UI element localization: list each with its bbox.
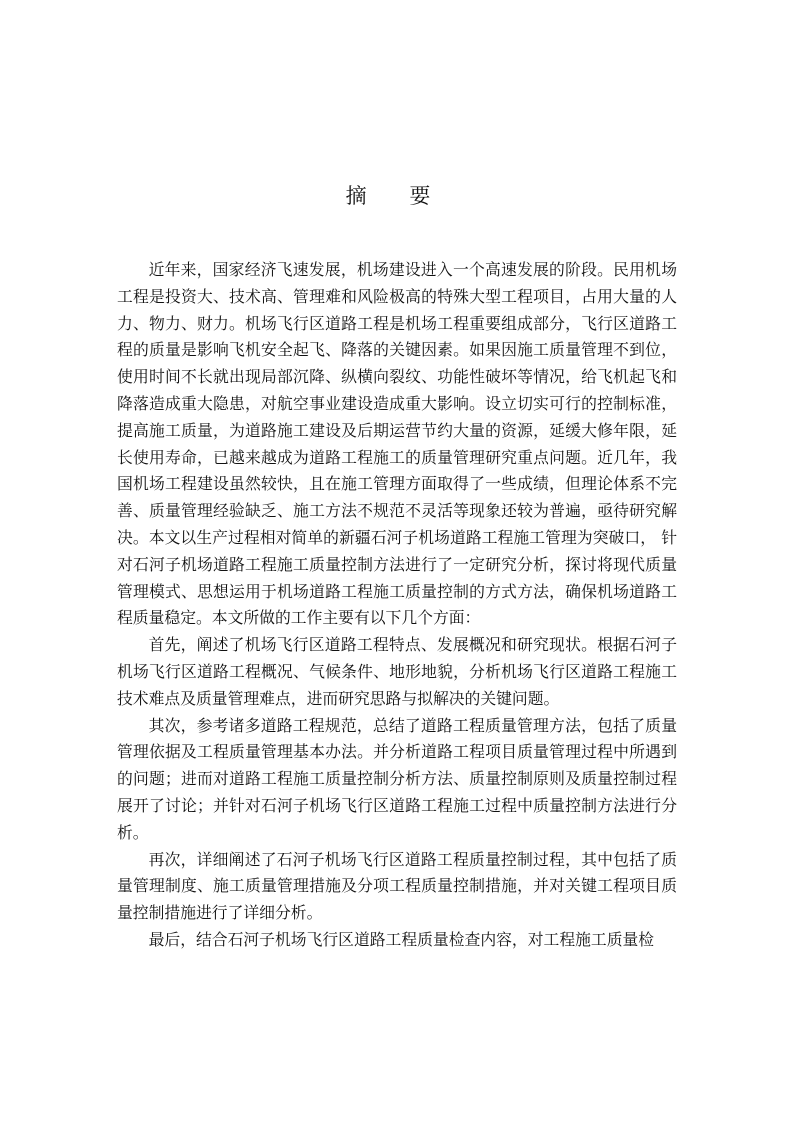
paragraph: 其次，参考诸多道路工程规范，总结了道路工程质量管理方法，包括了质量管理依据及工程质量管理基本办法。并分析道路工程项目质量管理过程中所遇到的问题；进而对道路工程施工质量控制分析方法、质量控制原则及质量控制过程展开了讨论；并针对石河子机场飞行区道路工程施工过程中质量控制方法进行分析。 bbox=[117, 715, 677, 842]
paragraph: 再次，详细阐述了石河子机场飞行区道路工程质量控制过程，其中包括了质量管理制度、施工质量管理措施及分项工程质量控制措施，并对关键工程项目质量控制措施进行了详细分析。 bbox=[117, 849, 677, 923]
paragraph: 最后，结合石河子机场飞行区道路工程质量检查内容，对工程施工质量检 bbox=[148, 929, 655, 949]
paragraph: 近年来，国家经济飞速发展，机场建设进入一个高速发展的阶段。民用机场工程是投资大、技术高、管理难和风险极高的特殊大型工程项目，占用大量的人力、物力、财力。机场飞行区道路工程是机场工程重要组成部分，飞行区道路工程的质量是影响飞机安全起飞、降落的关键因素。如果因施工质量管理不到位，使用时间不长就出现局部沉降、纵横向裂纹、功能性破坏等情况，给飞机起飞和降落造成重大隐患，对航空事业建设造成重大影响。设立切实可行的控制标准，提高施工质量，为道路施工建设及后期运营节约大量的资源，延缓大修年限，延长使用寿命，已越来越成为道路工程施工的质量管理研究重点问题。近几年，我国机场工程建设虽然较快，且在施工管理方面取得了一些成绩，但理论体系不完善、质量管理经验缺乏、施工方法不规范不灵活等现象还较为普遍，亟待研究解决。本文以生产过程相对简单的新疆石河子机场道路工程施工管理为突破口， 针对石河子机场道路工程施工质量控制方法进行了一定研究分析，探讨将现代质量管理模式、思想运用于机场道路工程施工质量控制的方式方法，确保机场道路工程质量稳定。本文所做的工作主要有以下几个方面： bbox=[117, 260, 677, 628]
paragraph: 首先，阐述了机场飞行区道路工程特点、发展概况和研究现状。根据石河子机场飞行区道路工程概况、气候条件、地形地貌，分析机场飞行区道路工程施工技术难点及质量管理难点，进而研究思路与拟解决的关键问题。 bbox=[117, 635, 677, 708]
abstract-body bbox=[117, 257, 677, 954]
abstract-title: 摘 要 bbox=[345, 184, 449, 208]
